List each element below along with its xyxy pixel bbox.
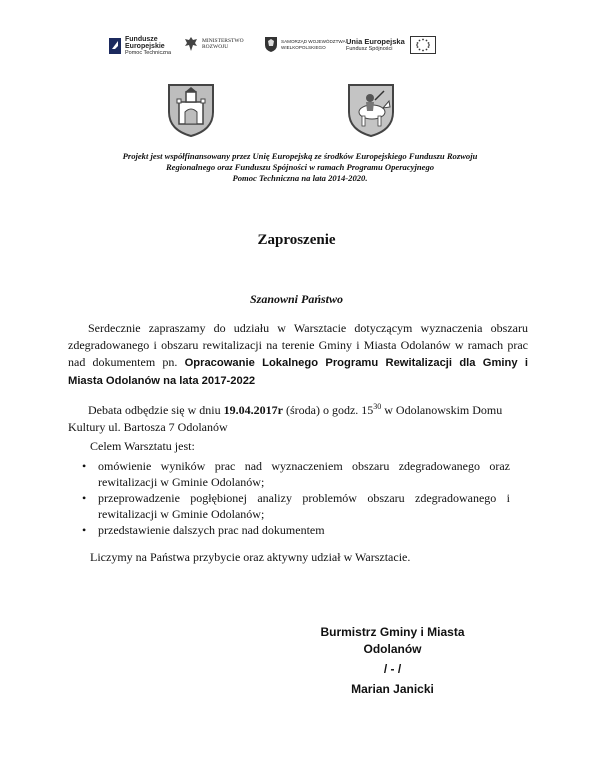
project-note-line-1: Projekt jest współfinansowany przez Unię Europejską ze środków Europejskiego Funduszu Rozwoju <box>122 151 478 161</box>
project-note-line-2: Regionalnego oraz Funduszu Spójności w ramach Programu Operacyjnego <box>165 162 435 172</box>
debate-text-b: (środa) o godz. 15 <box>282 403 374 417</box>
invitation-text: Serdecznie zapraszamy do udziału w Warsztacie dotyczącym wyznaczenia obszaru zdegradowanego i obszaru rewitalizacji na terenie Gminy i Miasta Odolanów w ramach prac nad dokumentem pn. <box>68 321 528 369</box>
unia-europejska-logo <box>346 36 436 54</box>
signatory-name: Marian Janicki <box>351 682 434 696</box>
goal-text: przedstawienie dalszych prac nad dokumentem <box>98 523 325 537</box>
document-title: Zaproszenie <box>257 232 336 248</box>
regional-shield-icon <box>264 36 278 53</box>
signature-block <box>315 624 470 698</box>
bullet-icon: • <box>82 491 87 505</box>
odolanow-town-coat-of-arms-icon <box>166 82 216 138</box>
workshop-goals-list <box>80 458 510 538</box>
project-cofinancing-note <box>60 151 540 184</box>
list-item <box>80 458 510 490</box>
coats-of-arms <box>0 82 593 138</box>
fe-text-2: Europejskie <box>125 43 165 50</box>
debate-time-minutes: 30 <box>373 402 382 411</box>
signature-title: Burmistrz Gminy i Miasta <box>320 625 465 639</box>
fe-text-1: Fundusze <box>125 36 158 43</box>
eagle-emblem-icon <box>184 36 198 52</box>
debate-details-paragraph <box>68 398 528 436</box>
mr-text-2: ROZWOJU <box>202 44 229 50</box>
workshop-goal-heading: Celem Warsztatu jest: <box>90 439 195 453</box>
signature-mark: / - / <box>383 662 402 676</box>
list-item <box>80 490 510 522</box>
debate-date: 19.04.2017r <box>223 403 283 417</box>
mr-text-1: MINISTERSTWO <box>202 37 244 44</box>
greeting: Szanowni Państwo <box>249 292 344 306</box>
goal-text: omówienie wyników prac nad wyznaczeniem obszaru zdegradowanego oraz rewitalizacji w Gminie Odolanów; <box>98 459 510 489</box>
fe-text-3: Pomoc Techniczna <box>125 50 172 56</box>
bullet-icon: • <box>82 523 87 537</box>
signature-place: Odolanów <box>363 642 422 656</box>
ministerstwo-rozwoju-logo <box>184 36 244 52</box>
list-item <box>80 522 510 538</box>
funding-logos-strip <box>108 36 448 66</box>
odolanow-commune-coat-of-arms-icon <box>346 82 396 138</box>
samorzad-wielkopolski-logo <box>264 36 346 53</box>
eu-flag-icon <box>410 36 436 54</box>
wlkp-text-2: WIELKOPOLSKIEGO <box>281 44 326 50</box>
document-name: Opracowanie Lokalnego Programu Rewitalizacji dla Gminy i Miasta Odolanów na lata 2017-2022 <box>68 357 529 387</box>
bullet-icon: • <box>82 459 87 473</box>
project-note-line-3: Pomoc Techniczna na lata 2014-2020. <box>232 173 368 183</box>
ue-text-1: Unia Europejska <box>346 37 405 47</box>
fundusze-europejskie-logo <box>108 36 171 57</box>
wlkp-text-1: SAMORZĄD WOJEWÓDZTWA <box>281 39 346 45</box>
invitation-paragraph <box>68 320 528 390</box>
ue-text-2: Fundusz Spójności <box>346 46 393 53</box>
fe-flag-icon <box>108 37 122 55</box>
goal-text: przeprowadzenie pogłębionej analizy problemów obszaru zdegradowanego i rewitalizacji w Gminie Odolanów; <box>98 491 510 521</box>
closing-paragraph: Liczymy na Państwa przybycie oraz aktywny udział w Warsztacie. <box>90 550 411 564</box>
debate-text-c: w Odolanowskim Domu Kultury ul. Bartosza 7 Odolanów <box>68 403 503 434</box>
debate-text-a: Debata odbędzie się w dniu <box>88 403 224 417</box>
